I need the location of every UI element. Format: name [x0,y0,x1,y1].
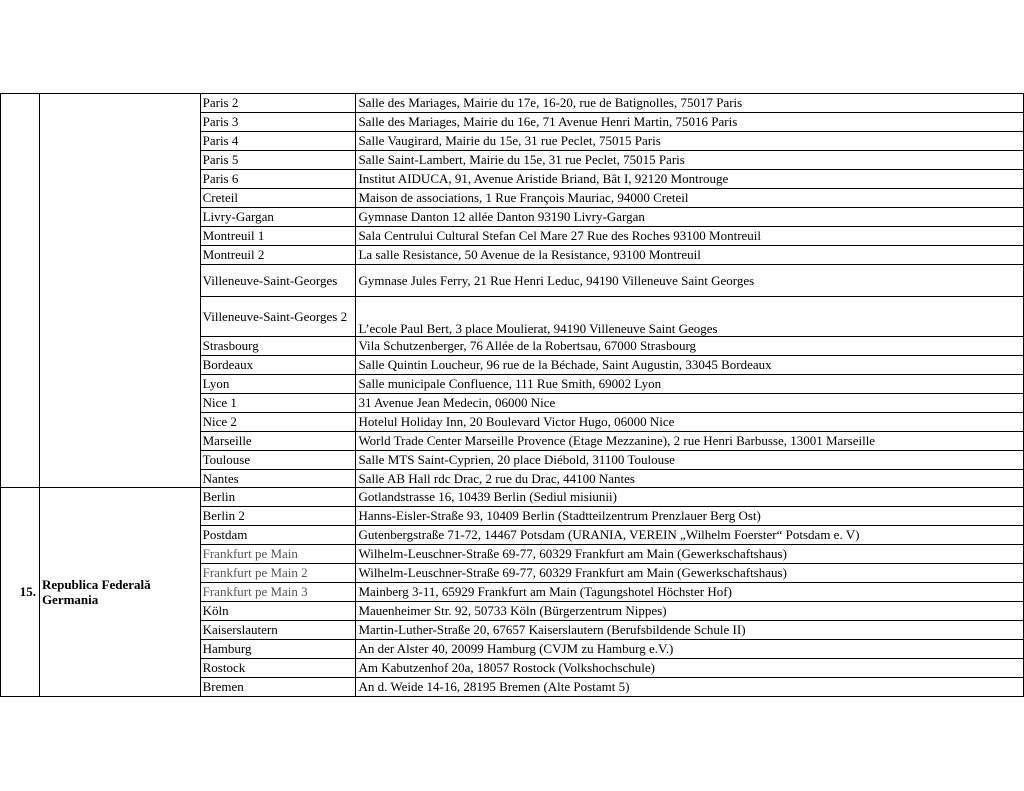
city-cell: Montreuil 2 [200,246,356,265]
address-cell: Salle des Mariages, Mairie du 16e, 71 Avenue Henri Martin, 75016 Paris [356,113,1024,132]
address-cell: Salle MTS Saint-Cyprien, 20 place Diébold, 31100 Toulouse [356,451,1024,470]
address-cell: Martin-Luther-Straße 20, 67657 Kaiserslautern (Berufsbildende Schule II) [356,621,1024,640]
city-cell: Kaiserslautern [200,621,356,640]
address-cell: Gutenbergstraße 71-72, 14467 Potsdam (URANIA, VEREIN „Wilhelm Foerster“ Potsdam e. V) [356,526,1024,545]
city-cell: Villeneuve-Saint-Georges [200,265,356,297]
row-number-cell [1,94,40,488]
city-cell: Creteil [200,189,356,208]
row-number-cell: 15. [1,488,40,697]
address-cell: Wilhelm-Leuschner-Straße 69-77, 60329 Frankfurt am Main (Gewerkschaftshaus) [356,564,1024,583]
city-cell: Lyon [200,375,356,394]
city-cell: Rostock [200,659,356,678]
city-cell: Frankfurt pe Main 3 [200,583,356,602]
city-cell: Berlin 2 [200,507,356,526]
address-cell: La salle Resistance, 50 Avenue de la Resistance, 93100 Montreuil [356,246,1024,265]
city-cell: Nice 1 [200,394,356,413]
address-cell: Salle Saint-Lambert, Mairie du 15e, 31 rue Peclet, 75015 Paris [356,151,1024,170]
city-cell: Paris 4 [200,132,356,151]
address-cell: Institut AIDUCA, 91, Avenue Aristide Briand, Bât I, 92120 Montrouge [356,170,1024,189]
address-cell: Salle Vaugirard, Mairie du 15e, 31 rue Peclet, 75015 Paris [356,132,1024,151]
country-cell: Republica Federală Germania [39,488,200,697]
city-cell: Bremen [200,678,356,697]
address-cell: Sala Centrului Cultural Stefan Cel Mare 27 Rue des Roches 93100 Montreuil [356,227,1024,246]
city-cell: Postdam [200,526,356,545]
address-cell: Salle municipale Confluence, 111 Rue Smith, 69002 Lyon [356,375,1024,394]
city-cell: Paris 2 [200,94,356,113]
address-cell: Gymnase Danton 12 allée Danton 93190 Livry-Gargan [356,208,1024,227]
address-cell: Mainberg 3-11, 65929 Frankfurt am Main (Tagungshotel Höchster Hof) [356,583,1024,602]
address-cell: Hanns-Eisler-Straße 93, 10409 Berlin (Stadtteilzentrum Prenzlauer Berg Ost) [356,507,1024,526]
polling-stations-table [0,93,1024,697]
address-cell: Am Kabutzenhof 20a, 18057 Rostock (Volkshochschule) [356,659,1024,678]
country-cell [39,94,200,488]
address-cell: L’ecole Paul Bert, 3 place Moulierat, 94190 Villeneuve Saint Geoges [356,297,1024,337]
address-cell: Salle AB Hall rdc Drac, 2 rue du Drac, 44100 Nantes [356,470,1024,488]
city-cell: Montreuil 1 [200,227,356,246]
address-cell: Wilhelm-Leuschner-Straße 69-77, 60329 Frankfurt am Main (Gewerkschaftshaus) [356,545,1024,564]
address-cell: Salle Quintin Loucheur, 96 rue de la Béchade, Saint Augustin, 33045 Bordeaux [356,356,1024,375]
city-cell: Livry-Gargan [200,208,356,227]
address-cell: World Trade Center Marseille Provence (Etage Mezzanine), 2 rue Henri Barbusse, 13001 Marseille [356,432,1024,451]
city-cell: Nice 2 [200,413,356,432]
city-cell: Bordeaux [200,356,356,375]
city-cell: Paris 5 [200,151,356,170]
city-cell: Paris 3 [200,113,356,132]
city-cell: Frankfurt pe Main [200,545,356,564]
address-cell: Vila Schutzenberger, 76 Allée de la Robertsau, 67000 Strasbourg [356,337,1024,356]
address-cell: An der Alster 40, 20099 Hamburg (CVJM zu Hamburg e.V.) [356,640,1024,659]
address-cell: An d. Weide 14-16, 28195 Bremen (Alte Postamt 5) [356,678,1024,697]
city-cell: Strasbourg [200,337,356,356]
address-cell: Hotelul Holiday Inn, 20 Boulevard Victor Hugo, 06000 Nice [356,413,1024,432]
table-row [1,488,1024,507]
address-cell: 31 Avenue Jean Medecin, 06000 Nice [356,394,1024,413]
city-cell: Frankfurt pe Main 2 [200,564,356,583]
city-cell: Köln [200,602,356,621]
city-cell: Nantes [200,470,356,488]
city-cell: Villeneuve-Saint-Georges 2 [200,297,356,337]
address-cell: Mauenheimer Str. 92, 50733 Köln (Bürgerzentrum Nippes) [356,602,1024,621]
table-row [1,94,1024,113]
city-cell: Hamburg [200,640,356,659]
address-cell: Maison de associations, 1 Rue François Mauriac, 94000 Creteil [356,189,1024,208]
address-cell: Gymnase Jules Ferry, 21 Rue Henri Leduc, 94190 Villeneuve Saint Georges [356,265,1024,297]
city-cell: Paris 6 [200,170,356,189]
city-cell: Toulouse [200,451,356,470]
city-cell: Berlin [200,488,356,507]
address-cell: Salle des Mariages, Mairie du 17e, 16-20, rue de Batignolles, 75017 Paris [356,94,1024,113]
city-cell: Marseille [200,432,356,451]
address-cell: Gotlandstrasse 16, 10439 Berlin (Sediul misiunii) [356,488,1024,507]
